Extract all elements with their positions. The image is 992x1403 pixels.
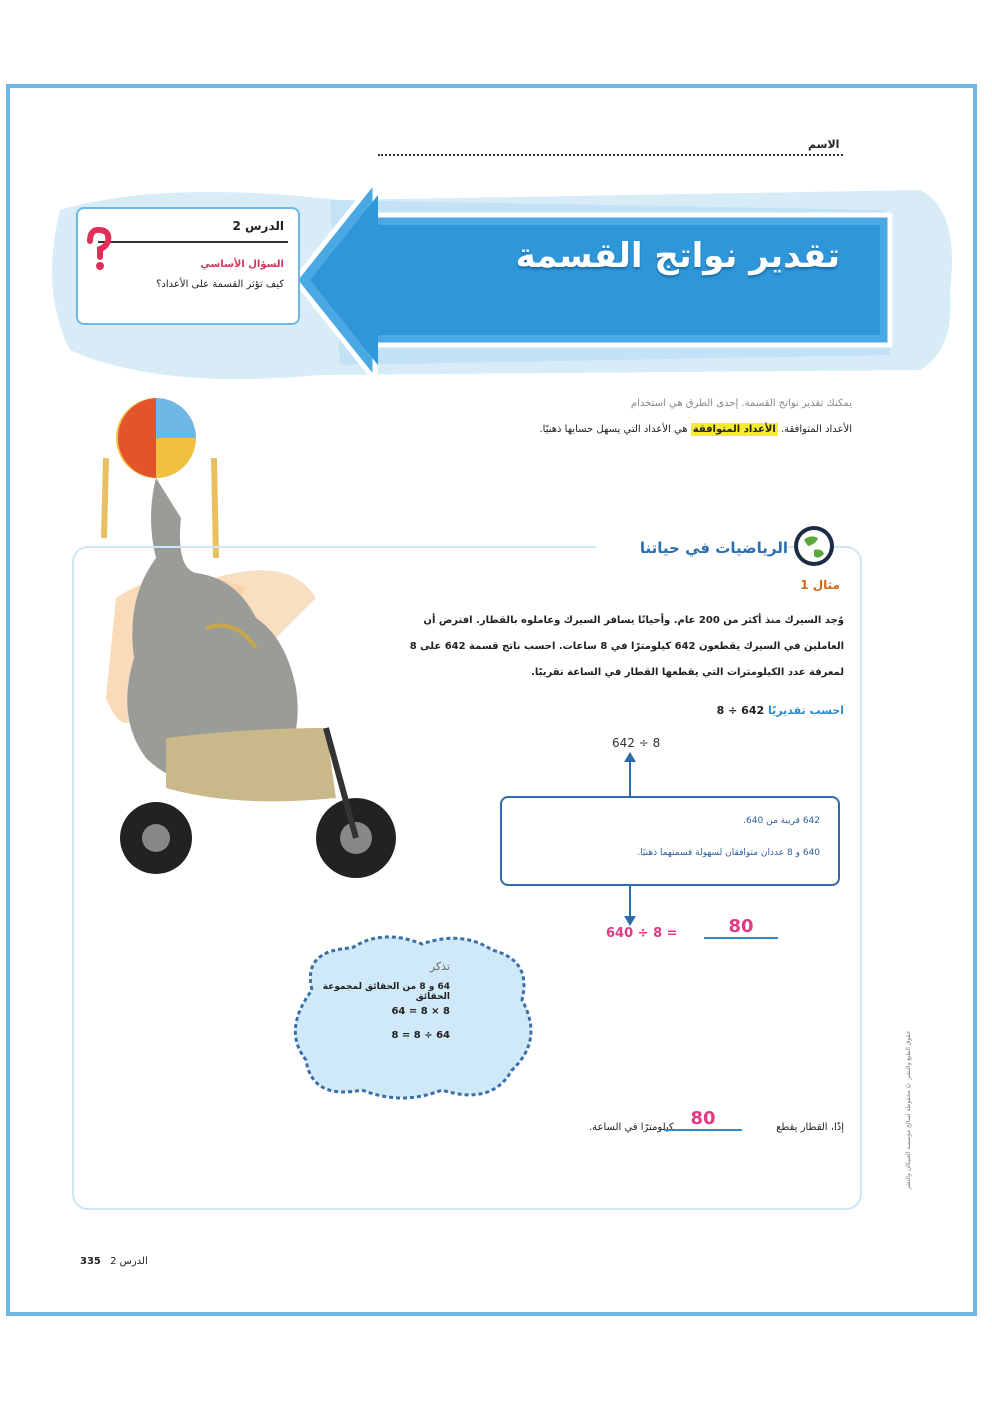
example-title: مثال 1 bbox=[800, 578, 840, 592]
answer-field[interactable]: 80 bbox=[704, 916, 778, 939]
vocabulary-highlight: الأعداد المتوافقة bbox=[692, 424, 776, 435]
intro-definition: هي الأعداد التي يسهل حسابها ذهنيًا. bbox=[539, 424, 688, 435]
essential-question-title: السؤال الأساسي bbox=[200, 259, 284, 270]
conclusion-after: كيلومترًا في الساعة. bbox=[588, 1122, 674, 1133]
page-title: تقدير نواتج القسمة bbox=[515, 236, 840, 276]
name-label: الاسم bbox=[808, 138, 840, 151]
intro-line-2 bbox=[420, 424, 852, 435]
footer-lesson: الدرس 2 bbox=[110, 1256, 148, 1267]
estimate-label: احسب تقديريًا bbox=[767, 704, 844, 717]
intro-term: الأعداد المتوافقة. bbox=[780, 424, 852, 435]
step-2: 640 و 8 عددان متوافقان لسهولة قسمتهما ذهنيًا. bbox=[637, 848, 820, 858]
cloud-line-2: 8 × 8 = 64 bbox=[391, 1006, 450, 1017]
essential-question: كيف تؤثر القسمة على الأعداد؟ bbox=[156, 279, 284, 290]
page-footer bbox=[80, 1256, 148, 1267]
cloud-line-3: 64 ÷ 8 = 8 bbox=[391, 1030, 450, 1041]
steps-box bbox=[500, 796, 840, 886]
card-divider bbox=[98, 241, 288, 243]
globe-icon bbox=[792, 524, 836, 568]
step-1: 642 قريبة من 640. bbox=[743, 816, 820, 826]
cloud-title: تذكر bbox=[429, 960, 450, 973]
question-mark-icon bbox=[84, 227, 112, 271]
name-line[interactable] bbox=[378, 154, 843, 156]
lesson-number: الدرس 2 bbox=[232, 219, 284, 233]
division-expression: 642 ÷ 8 bbox=[612, 736, 661, 750]
reminder-cloud bbox=[282, 930, 544, 1106]
estimate-prompt bbox=[600, 704, 844, 717]
section-title: الرياضيات في حياتنا bbox=[596, 530, 788, 566]
example-text: وُجد السيرك منذ أكثر من 200 عام. وأحيانًا يسافر السيرك وعاملوه بالقطار. افترض أن العاملين في السيرك يقطعون 642 كيلومترًا في 8 ساعات. احسب ناتج قسمة 642 على 8 لمعرفة عدد الكيلومترات التي يقطعها القطار في الساعة تقريبًا. bbox=[409, 615, 844, 678]
lesson-card bbox=[76, 207, 300, 325]
cloud-line-1: 64 و 8 من الحقائق لمجموعة الحقائق bbox=[322, 982, 450, 1002]
intro-line-1: يمكنك تقدير نواتج القسمة. إحدى الطرق هي استخدام bbox=[630, 398, 852, 409]
conclusion-answer-field[interactable]: 80 bbox=[664, 1108, 742, 1131]
estimate-expression: 642 ÷ 8 bbox=[716, 704, 765, 717]
result-equation: 640 ÷ 8 = bbox=[606, 926, 678, 941]
copyright-note: حقوق الطبع والنشر © محفوظة لصالح مؤسسة العبيكان والنشر bbox=[905, 1030, 912, 1190]
conclusion-before: إذًا، القطار يقطع bbox=[776, 1122, 844, 1133]
page-number: 335 bbox=[80, 1256, 101, 1267]
